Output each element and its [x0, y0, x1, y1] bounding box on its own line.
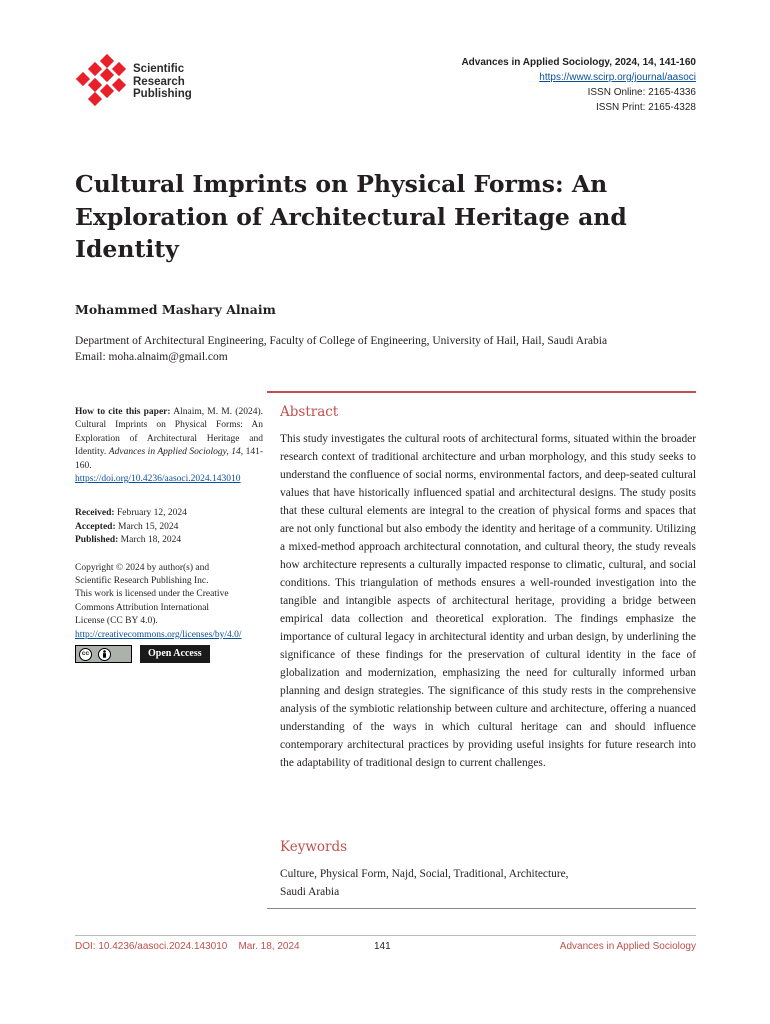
issn-print: ISSN Print: 2165-4328 [595, 102, 696, 113]
citation-block [75, 406, 263, 486]
person-icon [101, 650, 108, 658]
keywords-list [280, 865, 640, 901]
publisher-logo [76, 52, 206, 112]
published-date: March 18, 2024 [120, 535, 182, 546]
copyright-line: Copyright © 2024 by author(s) and [75, 562, 210, 573]
received-label: Received: [75, 508, 115, 519]
license-line: License (CC BY 4.0). [75, 616, 158, 627]
cc-by-badge[interactable] [75, 645, 132, 663]
accepted-label: Accepted: [75, 521, 116, 532]
journal-citation: Advances in Applied Sociology, 2024, 14, 141-160 [461, 57, 696, 68]
paper-title: Cultural Imprints on Physical Forms: An Exploration of Architectural Heritage and Identity [75, 170, 627, 263]
published-label: Published: [75, 535, 119, 546]
accepted-row [75, 521, 263, 534]
cite-pages: 141-160. [75, 447, 263, 471]
keywords-bottom-rule [267, 908, 696, 909]
author-affiliation [75, 333, 695, 365]
open-access-badge[interactable]: Open Access [140, 645, 210, 663]
received-row [75, 507, 263, 520]
copyright-line: Scientific Research Publishing Inc. [75, 576, 209, 587]
cite-journal: Advances in Applied Sociology, 14, [108, 447, 244, 458]
article-sidebar [75, 406, 263, 663]
keywords-line: Culture, Physical Form, Najd, Social, Traditional, Architecture, [280, 868, 569, 880]
issn-online: ISSN Online: 2165-4336 [587, 87, 696, 98]
cite-label: How to cite this paper: [75, 407, 171, 417]
keywords-heading: Keywords [280, 839, 348, 855]
received-date: February 12, 2024 [116, 508, 187, 519]
footer-journal-name: Advances in Applied Sociology [559, 941, 696, 952]
publisher-name-line: Scientific [133, 63, 185, 75]
footer-page-number: 141 [374, 941, 391, 952]
abstract-top-rule [267, 391, 696, 393]
author-name: Mohammed Mashary Alnaim [75, 302, 276, 317]
license-block [75, 562, 263, 642]
accepted-date: March 15, 2024 [118, 521, 179, 532]
published-row [75, 534, 263, 547]
license-line: This work is licensed under the Creative [75, 589, 229, 600]
abstract-heading: Abstract [280, 404, 339, 420]
footer-rule [75, 935, 696, 936]
cite-text: Alnaim, M. M. (2024). Cultural Imprints on Physical Forms: An Exploration of Architectural Heritage and Identity. [75, 407, 263, 458]
publisher-name-line: Publishing [133, 88, 192, 100]
cc-icon: cc [79, 648, 92, 661]
by-person-icon [98, 648, 111, 661]
cite-doi-link[interactable]: https://doi.org/10.4236/aasoci.2024.143010 [75, 474, 241, 485]
publication-dates [75, 507, 263, 547]
journal-url-link[interactable]: https://www.scirp.org/journal/aasoci [539, 72, 696, 83]
author-email: Email: moha.alnaim@gmail.com [75, 351, 228, 363]
publisher-name-line: Research [133, 75, 185, 88]
keywords-line: Saudi Arabia [280, 886, 340, 898]
license-badges [75, 645, 263, 663]
affiliation-text: Department of Architectural Engineering, Faculty of College of Engineering, University of Hail, Hail, Saudi Arabia [75, 335, 608, 347]
abstract-text: This study investigates the cultural roots of architectural forms, situated within the broader research context of traditional architecture and urban morphology, and this study seeks to understand the confluence of social norms, environmental factors, and deep-seated cultural values that have historically influenced spatial and architectural designs. The study posits that these cultural elements are integral to the creation of physical forms and spaces that are not only functional but also embody the identity and heritage of a community. Utilizing a mixed-method approach architectural connotation, and cultural theory, the study reveals how architecture represents a culturally impacted response to climatic, cultural, and social conditions. This triangulation of methods ensures a well-rounded investigation into the tangible and intangible aspects of architectural heritage, providing a bridge between empirical data collection and theoretical exploration. The findings emphasize the importance of cultural legacy in architectural identity and urban design, by underlining the significance of these findings for the preservation of cultural identity in the face of globalization and modernization, emphasizing the need for culturally informed urban planning and design strategies. The significance of this study rests in the comprehensive analysis of the symbiotic relationship between culture and architecture, offering a nuanced understanding of the ways in which cultural heritage can and should influence contemporary architectural practices by providing useful insights for future research into the adaptability of traditional design to current challenges. [280, 433, 696, 769]
journal-info [461, 55, 696, 115]
license-line: Commons Attribution International [75, 602, 210, 613]
scirp-diamond-logo-icon [76, 52, 132, 112]
license-url-link[interactable]: http://creativecommons.org/licenses/by/4.0/ [75, 629, 242, 640]
footer-doi-date: DOI: 10.4236/aasoci.2024.143010 Mar. 18, 2024 [75, 941, 300, 952]
publisher-name [133, 63, 192, 101]
